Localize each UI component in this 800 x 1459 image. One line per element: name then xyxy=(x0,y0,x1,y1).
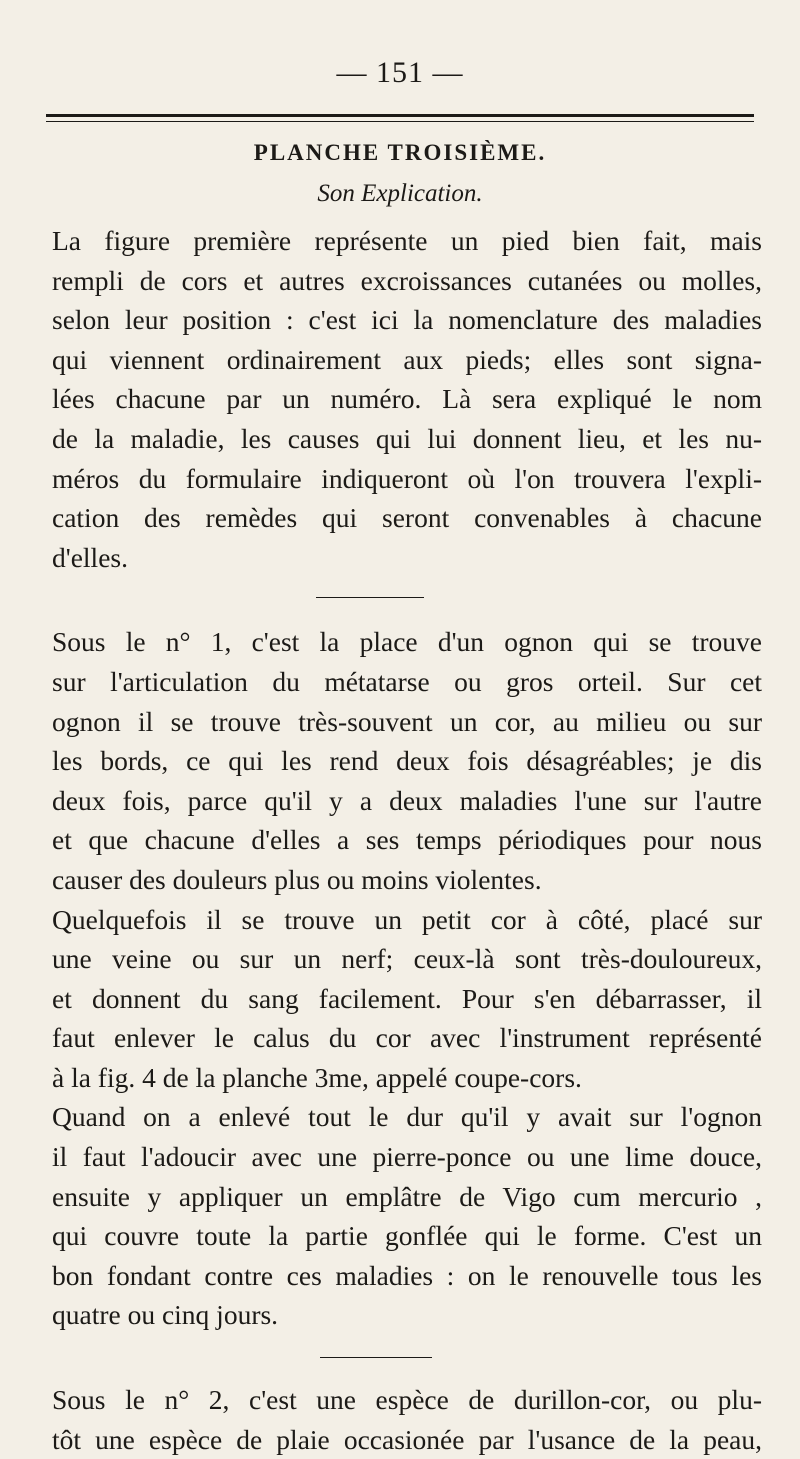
paragraph-1 xyxy=(52,221,762,577)
text-line: Sous le n° 2, c'est une espèce de durillon-cor, ou plu- xyxy=(52,1384,762,1416)
header-rule-thick xyxy=(46,114,754,117)
section-separator xyxy=(316,597,424,598)
text-line: qui viennent ordinairement aux pieds; elles sont signa- xyxy=(52,343,762,375)
page-number: — 151 — xyxy=(336,56,464,89)
text-line: causer des douleurs plus ou moins violentes. xyxy=(52,863,542,895)
text-line: et que chacune d'elles a ses temps périodiques pour nous xyxy=(52,824,762,856)
body-text xyxy=(52,221,762,1459)
text-line: ognon il se trouve très-souvent un cor, au milieu ou sur xyxy=(52,705,762,737)
text-line: deux fois, parce qu'il y a deux maladies l'une sur l'autre xyxy=(52,784,762,816)
text-line: ensuite y appliquer un emplâtre de Vigo cum mercurio , xyxy=(52,1180,762,1212)
paragraph-5 xyxy=(52,1380,762,1459)
text-line: cation des remèdes qui seront convenables à chacune xyxy=(52,502,762,534)
text-line: selon leur position : c'est ici la nomenclature des maladies xyxy=(52,304,762,336)
text-line: il faut l'adoucir avec une pierre-ponce ou une lime douce, xyxy=(52,1141,762,1173)
section-separator xyxy=(320,1357,432,1358)
plate-subheading: Son Explication. xyxy=(317,180,483,207)
text-line: faut enlever le calus du cor avec l'instrument représenté xyxy=(52,1022,762,1054)
paragraph-4 xyxy=(52,1097,762,1335)
paragraph-3 xyxy=(52,900,762,1098)
paragraph-2 xyxy=(52,622,762,899)
text-line: Quand on a enlevé tout le dur qu'il y avait sur l'ognon xyxy=(52,1101,762,1133)
text-line: La figure première représente un pied bien fait, mais xyxy=(52,225,762,256)
text-line: bon fondant contre ces maladies : on le renouvelle tous les xyxy=(52,1259,762,1291)
text-line: sur l'articulation du métatarse ou gros orteil. Sur cet xyxy=(52,665,762,697)
text-line: Quelquefois il se trouve un petit cor à côté, placé sur xyxy=(52,903,762,935)
text-line: qui couvre toute la partie gonflée qui le forme. C'est un xyxy=(52,1220,762,1252)
text-line: quatre ou cinq jours. xyxy=(52,1299,279,1331)
text-line: tôt une espèce de plaie occasionée par l'usance de la peau, xyxy=(52,1423,762,1455)
text-line: Sous le n° 1, c'est la place d'un ognon qui se trouve xyxy=(52,626,762,658)
text-line: de la maladie, les causes qui lui donnent lieu, et les nu- xyxy=(52,422,762,454)
text-line: et donnent du sang facilement. Pour s'en débarrasser, il xyxy=(52,982,762,1014)
text-line: rempli de cors et autres excroissances cutanées ou molles, xyxy=(52,264,762,296)
text-line: lées chacune par un numéro. Là sera expliqué le nom xyxy=(52,383,762,415)
text-line: les bords, ce qui les rend deux fois désagréables; je dis xyxy=(52,745,762,777)
text-line: méros du formulaire indiqueront où l'on trouvera l'expli- xyxy=(52,462,762,494)
text-line: une veine ou sur un nerf; ceux-là sont très-douloureux, xyxy=(52,943,762,975)
text-line: à la fig. 4 de la planche 3me, appelé coupe-cors. xyxy=(52,1061,582,1093)
header-rule-thin xyxy=(46,121,754,122)
text-line: d'elles. xyxy=(52,541,128,573)
plate-heading: PLANCHE TROISIÈME. xyxy=(253,140,547,165)
